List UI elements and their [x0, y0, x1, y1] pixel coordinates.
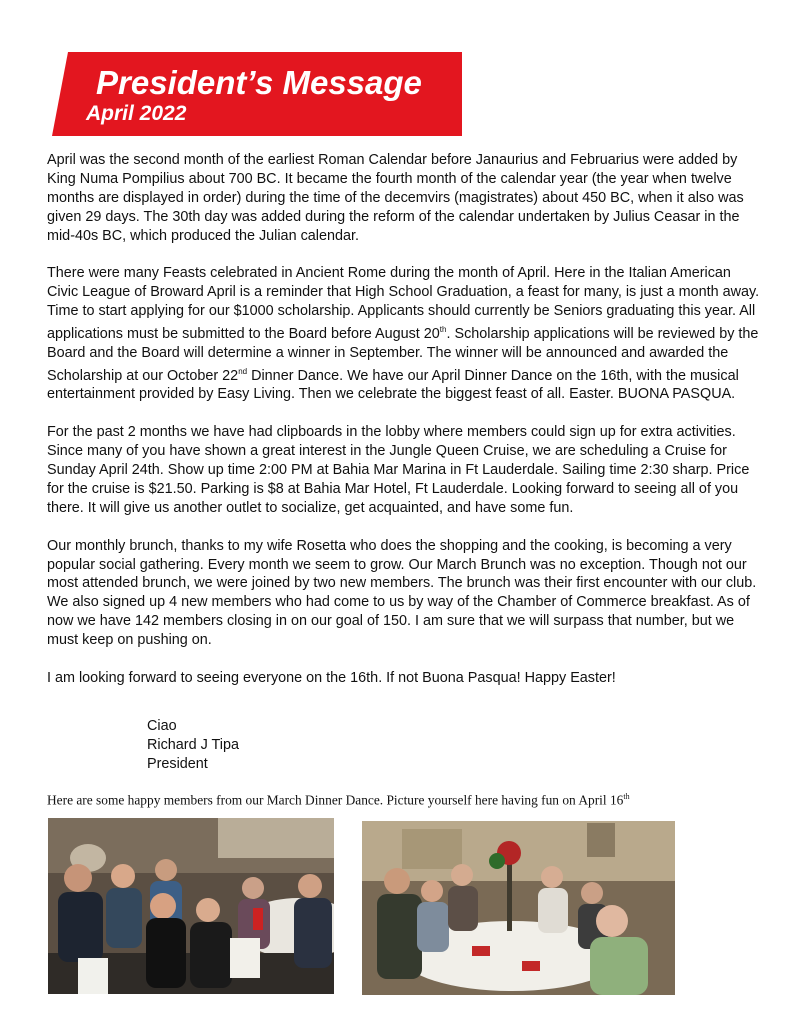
- photo-caption: Here are some happy members from our March Dinner Dance. Picture yourself here having fun on April 16th: [47, 792, 630, 808]
- paragraph-1: April was the second month of the earliest Roman Calendar before Janaurius and Februarius were added by King Numa Pompilius about 700 BC. It became the fourth month of the calendar year (the year when twelve months are displayed in order) during the time of the decemvirs (magistrates) about 450 BC, when it also was given 29 days. The 30th day was added during the reform of the calendar undertaken by Julius Ceasar in the mid-40s BC, which produced the Julian calendar.: [47, 152, 744, 244]
- paragraph-3: For the past 2 months we have had clipboards in the lobby where members could sign up for extra activities. Since many of you have shown a great interest in the Jungle Queen Cruise, we are scheduling a Cruise for Sunday April 24th. Show up time 2:00 PM at Bahia Mar Marina in Ft Lauderdale. Sailing time 2:30 sharp. Price for the cruise is $21.50. Parking is $8 at Bahia Mar Hotel, Ft Lauderdale. Looking forward to seeing all of you there. It will give us another outlet to socialize, get acquainted, and have some fun.: [47, 424, 750, 516]
- signature-role: President: [147, 755, 208, 772]
- signature-closing: Ciao: [147, 718, 177, 734]
- paragraph-4: Our monthly brunch, thanks to my wife Rosetta who does the shopping and the cooking, is becoming a very popular social gathering. Every month we seem to grow. Our March Brunch was no exception. Though not our most attended brunch, we were joined by two new members. The brunch was their first encounter with our club. We also signed up 4 new members who had come to us by way of the Chamber of Commerce breakfast. As of now we have 142 members closing in on our goal of 150. I am sure that we will surpass that number, but we must keep on pushing on.: [47, 537, 757, 649]
- signature-name: Richard J Tipa: [147, 736, 239, 753]
- banner-title: President’s Message: [96, 64, 422, 101]
- paragraph-5: I am looking forward to seeing everyone on the 16th. If not Buona Pasqua! Happy Easter!: [47, 670, 616, 686]
- dinner-dance-photo-2: [362, 821, 675, 995]
- dinner-dance-photo-1: [48, 818, 334, 994]
- header-banner: [52, 52, 462, 136]
- banner-subtitle: April 2022: [86, 102, 187, 125]
- signature-block: [147, 717, 239, 774]
- message-body: [47, 151, 761, 688]
- paragraph-2: There were many Feasts celebrated in Ancient Rome during the month of April. Here in the Italian American Civic League of Broward April is a reminder that High School Graduation, a feast for many, is just a month away. Time to start applying for our $1000 scholarship. Applicants should currently be Seniors graduating this year. All applications must be submitted to the Board before August 20th. Scholarship applications will be reviewed by the Board and the Board will determine a winner in September. The winner will be announced and awarded the Scholarship at our October 22nd Dinner Dance. We have our April Dinner Dance on the 16th, with the musical entertainment provided by Easy Living. Then we celebrate the biggest feast of all. Easter. BUONA PASQUA.: [47, 265, 760, 403]
